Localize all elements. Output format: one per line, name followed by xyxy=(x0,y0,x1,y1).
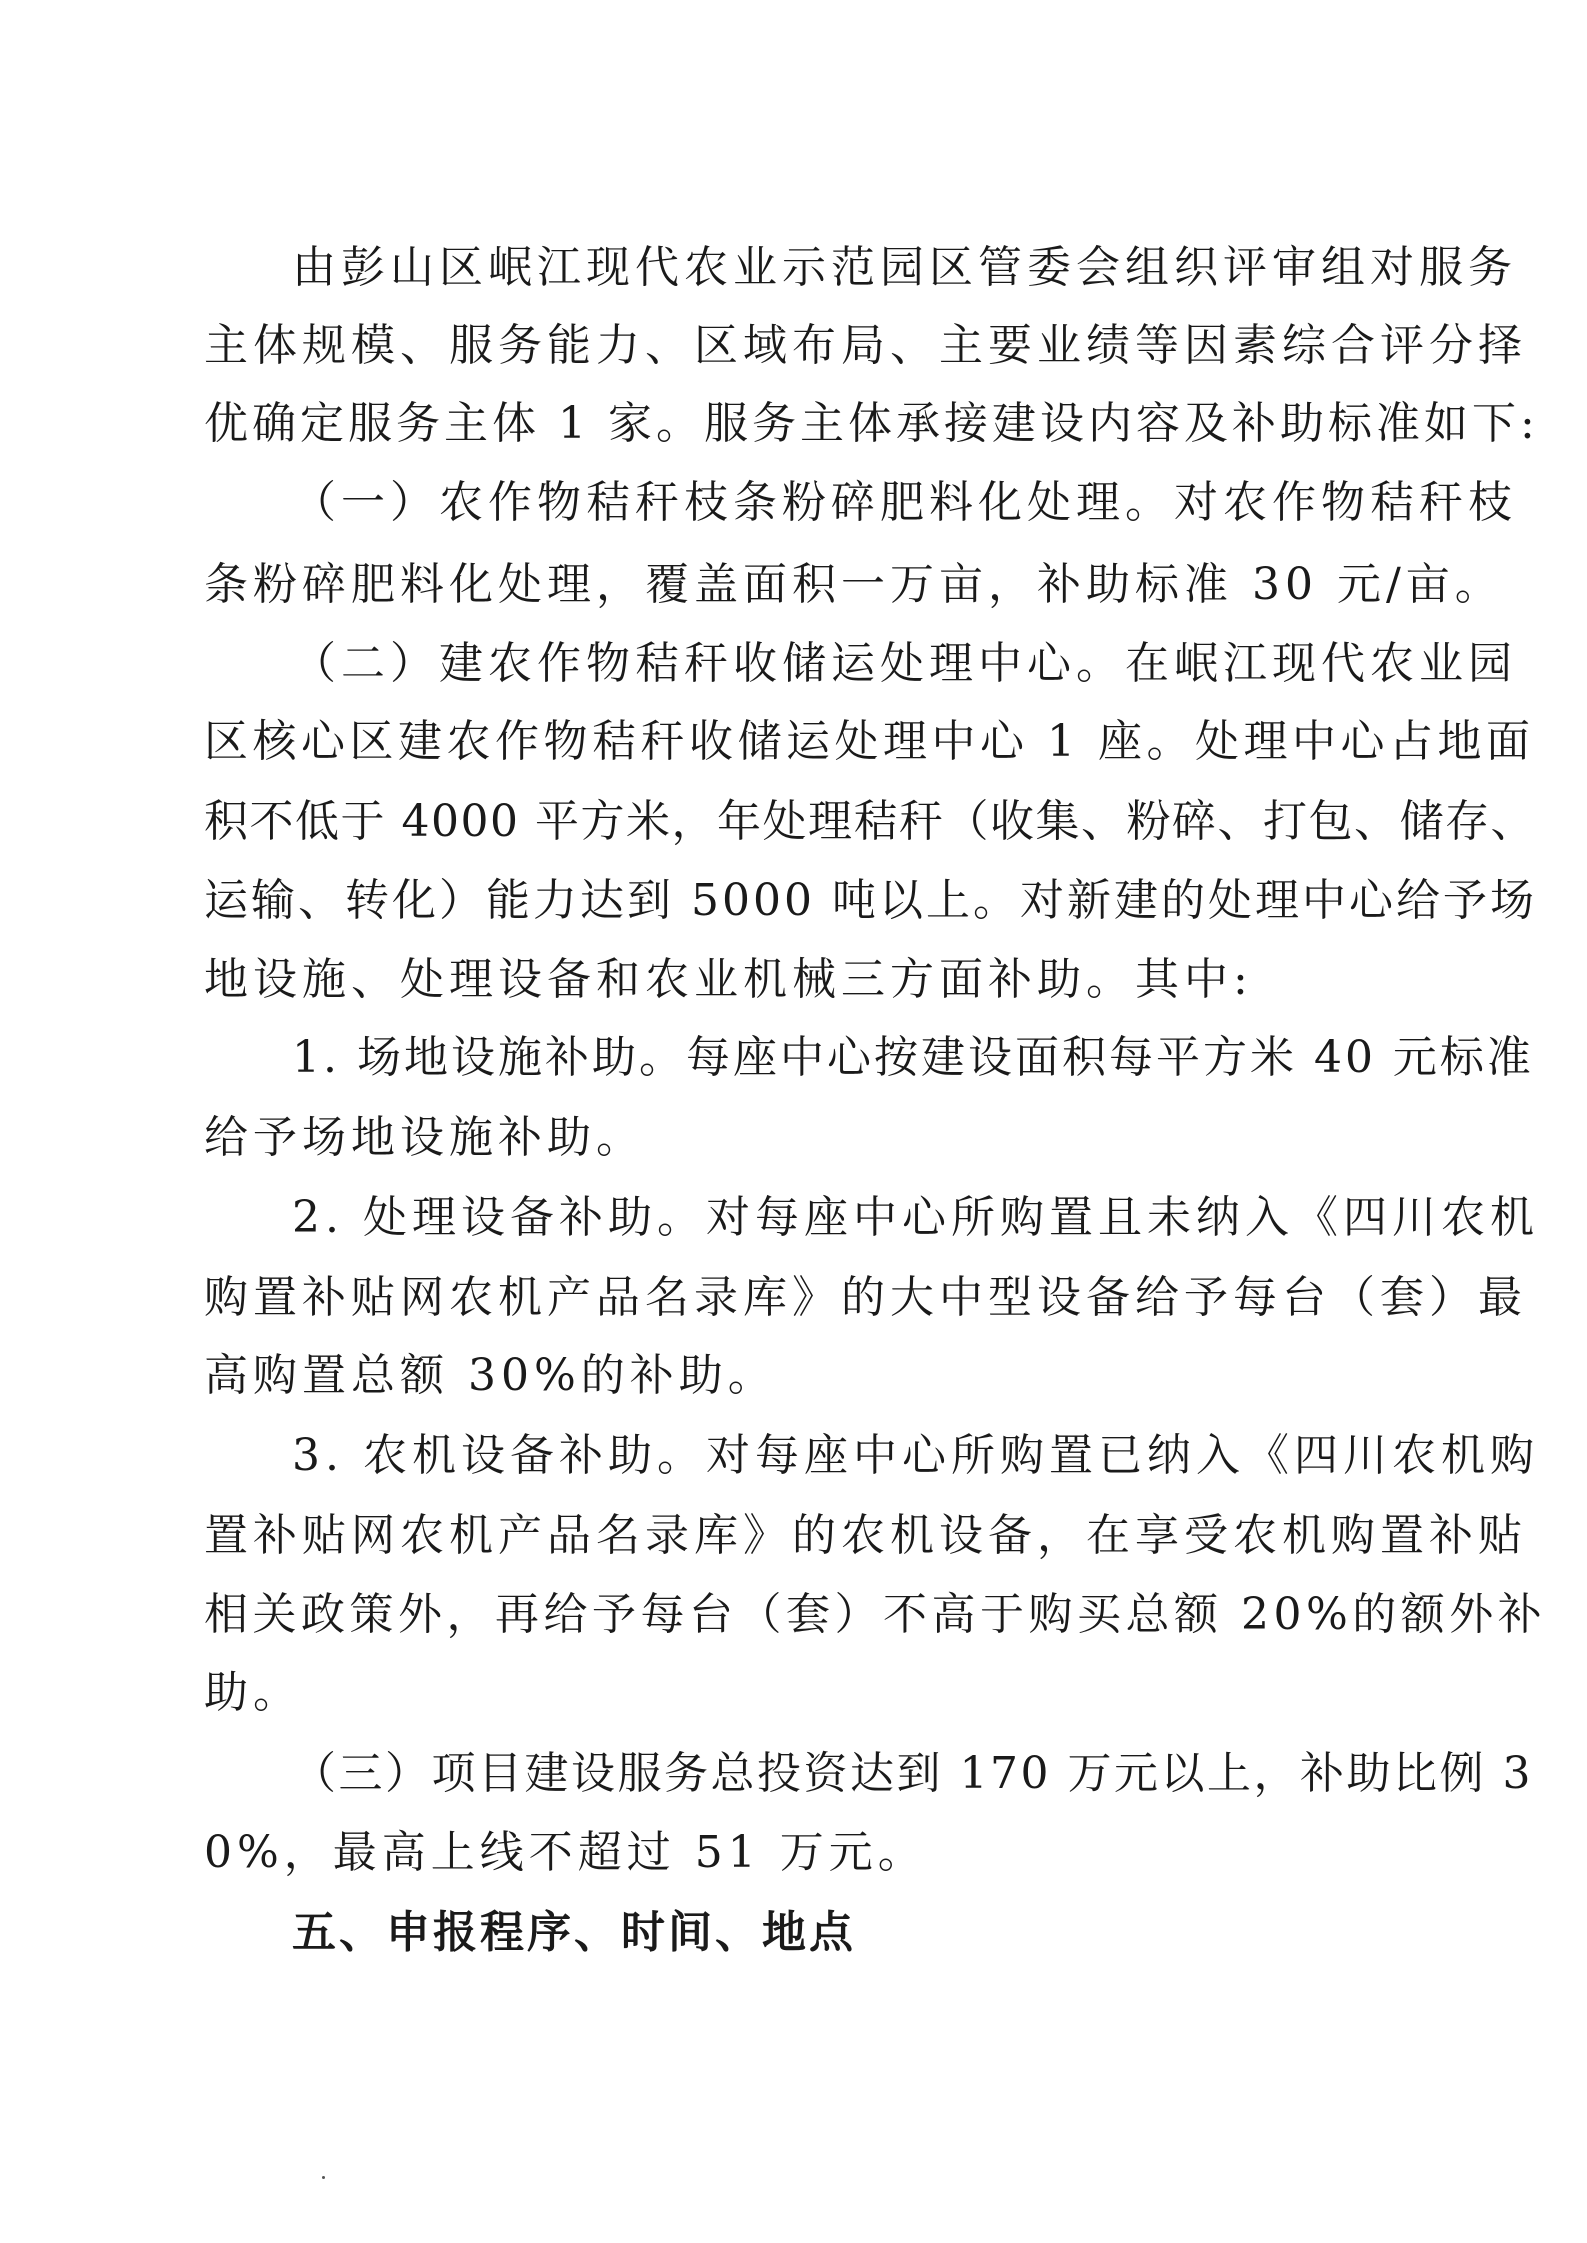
text-line: 区核心区建农作物秸秆收储运处理中心 1 座。处理中心占地面 xyxy=(204,716,1535,767)
text-line: （三）项目建设服务总投资达到 170 万元以上，补助比例 3 xyxy=(292,1748,1533,1799)
section-heading: 五、申报程序、时间、地点 xyxy=(292,1907,856,1958)
text-line: 助。 xyxy=(204,1667,302,1718)
text-line: 购置补贴网农机产品名录库》的大中型设备给予每台（套）最 xyxy=(204,1272,1527,1323)
text-line: （一）农作物秸秆枝条粉碎肥料化处理。对农作物秸秆枝 xyxy=(292,477,1517,528)
text-line: （二）建农作物秸秆收储运处理中心。在岷江现代农业园 xyxy=(292,638,1517,689)
text-line: 0%，最高上线不超过 51 万元。 xyxy=(204,1827,927,1878)
scan-speck xyxy=(322,2176,325,2179)
text-line: 地设施、处理设备和农业机械三方面补助。其中: xyxy=(204,954,1253,1005)
text-line: 高购置总额 30%的补助。 xyxy=(204,1350,777,1401)
text-line: 条粉碎肥料化处理，覆盖面积一万亩，补助标准 30 元/亩。 xyxy=(204,559,1504,610)
text-line: 主体规模、服务能力、区域布局、主要业绩等因素综合评分择 xyxy=(204,320,1527,371)
text-line: 由彭山区岷江现代农业示范园区管委会组织评审组对服务 xyxy=(292,242,1517,293)
text-line: 给予场地设施补助。 xyxy=(204,1112,645,1163)
text-line: 2. 处理设备补助。对每座中心所购置且未纳入《四川农机 xyxy=(292,1192,1539,1243)
text-line: 积不低于 4000 平方米，年处理秸秆（收集、粉碎、打包、储存、 xyxy=(204,796,1536,847)
text-line: 优确定服务主体 1 家。服务主体承接建设内容及补助标准如下: xyxy=(204,398,1539,449)
text-line: 置补贴网农机产品名录库》的农机设备，在享受农机购置补贴 xyxy=(204,1510,1527,1561)
text-line: 运输、转化）能力达到 5000 吨以上。对新建的处理中心给予场 xyxy=(204,875,1537,926)
text-line: 3. 农机设备补助。对每座中心所购置已纳入《四川农机购 xyxy=(292,1430,1539,1481)
text-line: 1. 场地设施补助。每座中心按建设面积每平方米 40 元标准 xyxy=(292,1032,1534,1083)
text-line: 相关政策外，再给予每台（套）不高于购买总额 20%的额外补 xyxy=(204,1589,1547,1640)
